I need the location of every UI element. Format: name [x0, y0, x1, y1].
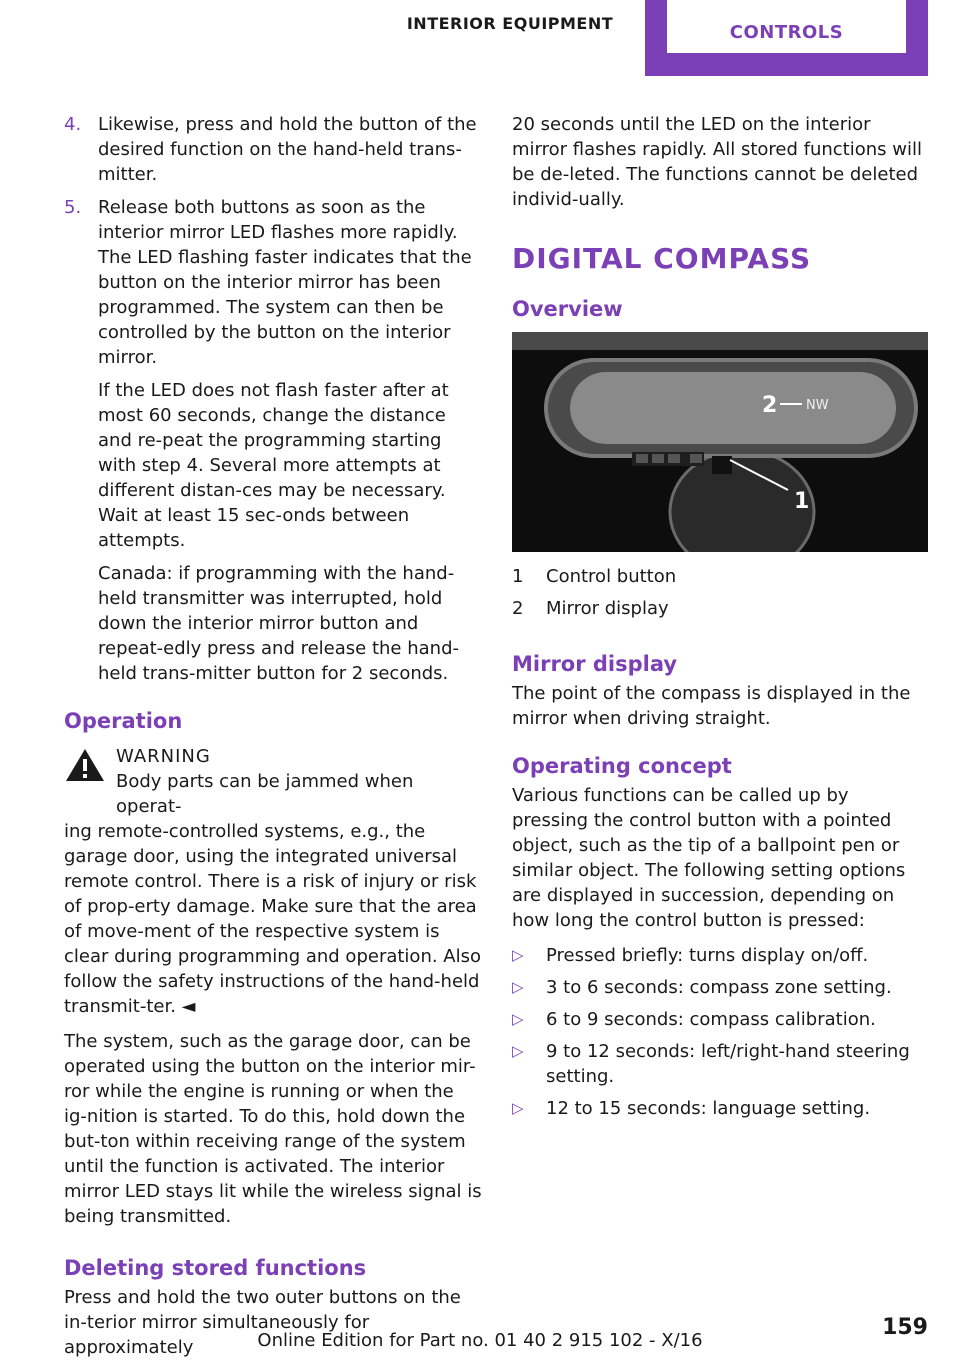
operating-concept-text: Various functions can be called up by pressing the control button with a pointed object, such as the tip of a ballpoint pen or similar object. The following setting options are displayed in succession, depending on how long the control button is pressed: — [512, 785, 906, 931]
continued-text: 20 seconds until the LED on the interior mirror flashes rapidly. All stored functions will be de-leted. The functions cannot be deleted individ-ually. — [512, 114, 922, 210]
operating-concept-heading: Operating concept — [512, 754, 732, 778]
photo-label-1: 1 — [794, 489, 810, 514]
step-number: 5. — [64, 197, 82, 218]
list-item — [512, 1096, 928, 1121]
legend-number: 2 — [512, 598, 524, 619]
bullet-triangle-icon: ▷ — [512, 1099, 524, 1117]
chapter-tab — [645, 0, 928, 76]
footer-edition: Online Edition for Part no. 01 40 2 915 102 - X/16 — [257, 1330, 703, 1351]
list-item-text: 3 to 6 seconds: compass zone setting. — [546, 977, 892, 998]
warning-box — [64, 744, 482, 1019]
legend-item — [512, 564, 928, 589]
chapter-title: CONTROLS — [667, 0, 906, 53]
deleting-text: Press and hold the two outer buttons on the in-terior mirror simultaneously for approximately — [64, 1287, 461, 1358]
legend-label: Control button — [546, 566, 677, 587]
step-text: Likewise, press and hold the button of the desired function on the hand-held trans-mitter. — [98, 114, 477, 185]
photo-display-readout: NW — [806, 398, 829, 413]
mirror-display-heading: Mirror display — [512, 652, 678, 676]
list-item-text: 12 to 15 seconds: language setting. — [546, 1098, 871, 1119]
photo-label-2: 2 — [762, 393, 778, 418]
overview-heading: Overview — [512, 297, 623, 321]
mirror-photo — [512, 332, 928, 552]
setting-options-list — [512, 943, 928, 1121]
warning-text: Body parts can be jammed when operat- — [116, 771, 414, 817]
step-paragraph: If the LED does not flash faster after at most 60 seconds, change the distance and re-peat the programming starting with step 4. Several more attempts at different distan-ces may be necessary. Wait at least 15 sec-onds between attempts. — [98, 380, 449, 551]
list-item — [512, 1007, 928, 1032]
list-item-text: 6 to 9 seconds: compass calibration. — [546, 1009, 876, 1030]
page-number: 159 — [882, 1315, 928, 1340]
list-item — [512, 975, 928, 1000]
legend-label: Mirror display — [546, 598, 669, 619]
left-column — [64, 112, 482, 1368]
list-item — [512, 943, 928, 968]
bullet-triangle-icon: ▷ — [512, 1010, 524, 1028]
bullet-triangle-icon: ▷ — [512, 978, 524, 996]
step-text: Release both buttons as soon as the interior mirror LED flashes more rapidly. The LED flashing faster indicates that the button on the interior mirror has been programmed. The system can then be controlled by the button on the interior mirror. — [98, 197, 472, 368]
warning-triangle-icon — [64, 746, 106, 784]
bullet-triangle-icon: ▷ — [512, 946, 524, 964]
legend-number: 1 — [512, 566, 524, 587]
mirror-display-text: The point of the compass is displayed in the mirror when driving straight. — [512, 683, 911, 729]
step-paragraph: Canada: if programming with the hand-held transmitter was interrupted, hold down the interior mirror button and repeat-edly press and release the hand-held trans-mitter button for 2 seconds. — [98, 563, 459, 684]
compass-heading: DIGITAL COMPASS — [512, 242, 812, 275]
operation-heading: Operation — [64, 709, 183, 733]
legend-item — [512, 596, 928, 621]
section-title: INTERIOR EQUIPMENT — [406, 14, 614, 33]
bullet-triangle-icon: ▷ — [512, 1042, 524, 1060]
operation-text: The system, such as the garage door, can be operated using the button on the interior mir-ror while the engine is running or when the ig-nition is started. To do this, hold down the but-ton within receiving range of the system until the function is activated. The interior mirror LED stays lit while the wireless signal is being transmitted. — [64, 1031, 482, 1227]
right-column — [512, 112, 928, 1128]
list-item — [512, 1039, 928, 1089]
step-number: 4. — [64, 114, 82, 135]
step-5 — [64, 195, 482, 686]
deleting-heading: Deleting stored functions — [64, 1256, 367, 1280]
step-4 — [64, 112, 482, 187]
warning-title: WARNING — [116, 746, 211, 767]
warning-text: ing remote-controlled systems, e.g., the garage door, using the integrated universal remote control. There is a risk of injury or risk of prop-erty damage. Make sure that the area of move-ment of the respective system is clear during programming and operation. Also follow the safety instructions of the hand-held transmit-ter. ◄ — [64, 821, 481, 1017]
list-item-text: 9 to 12 seconds: left/right-hand steering setting. — [546, 1041, 910, 1087]
list-item-text: Pressed briefly: turns display on/off. — [546, 945, 869, 966]
